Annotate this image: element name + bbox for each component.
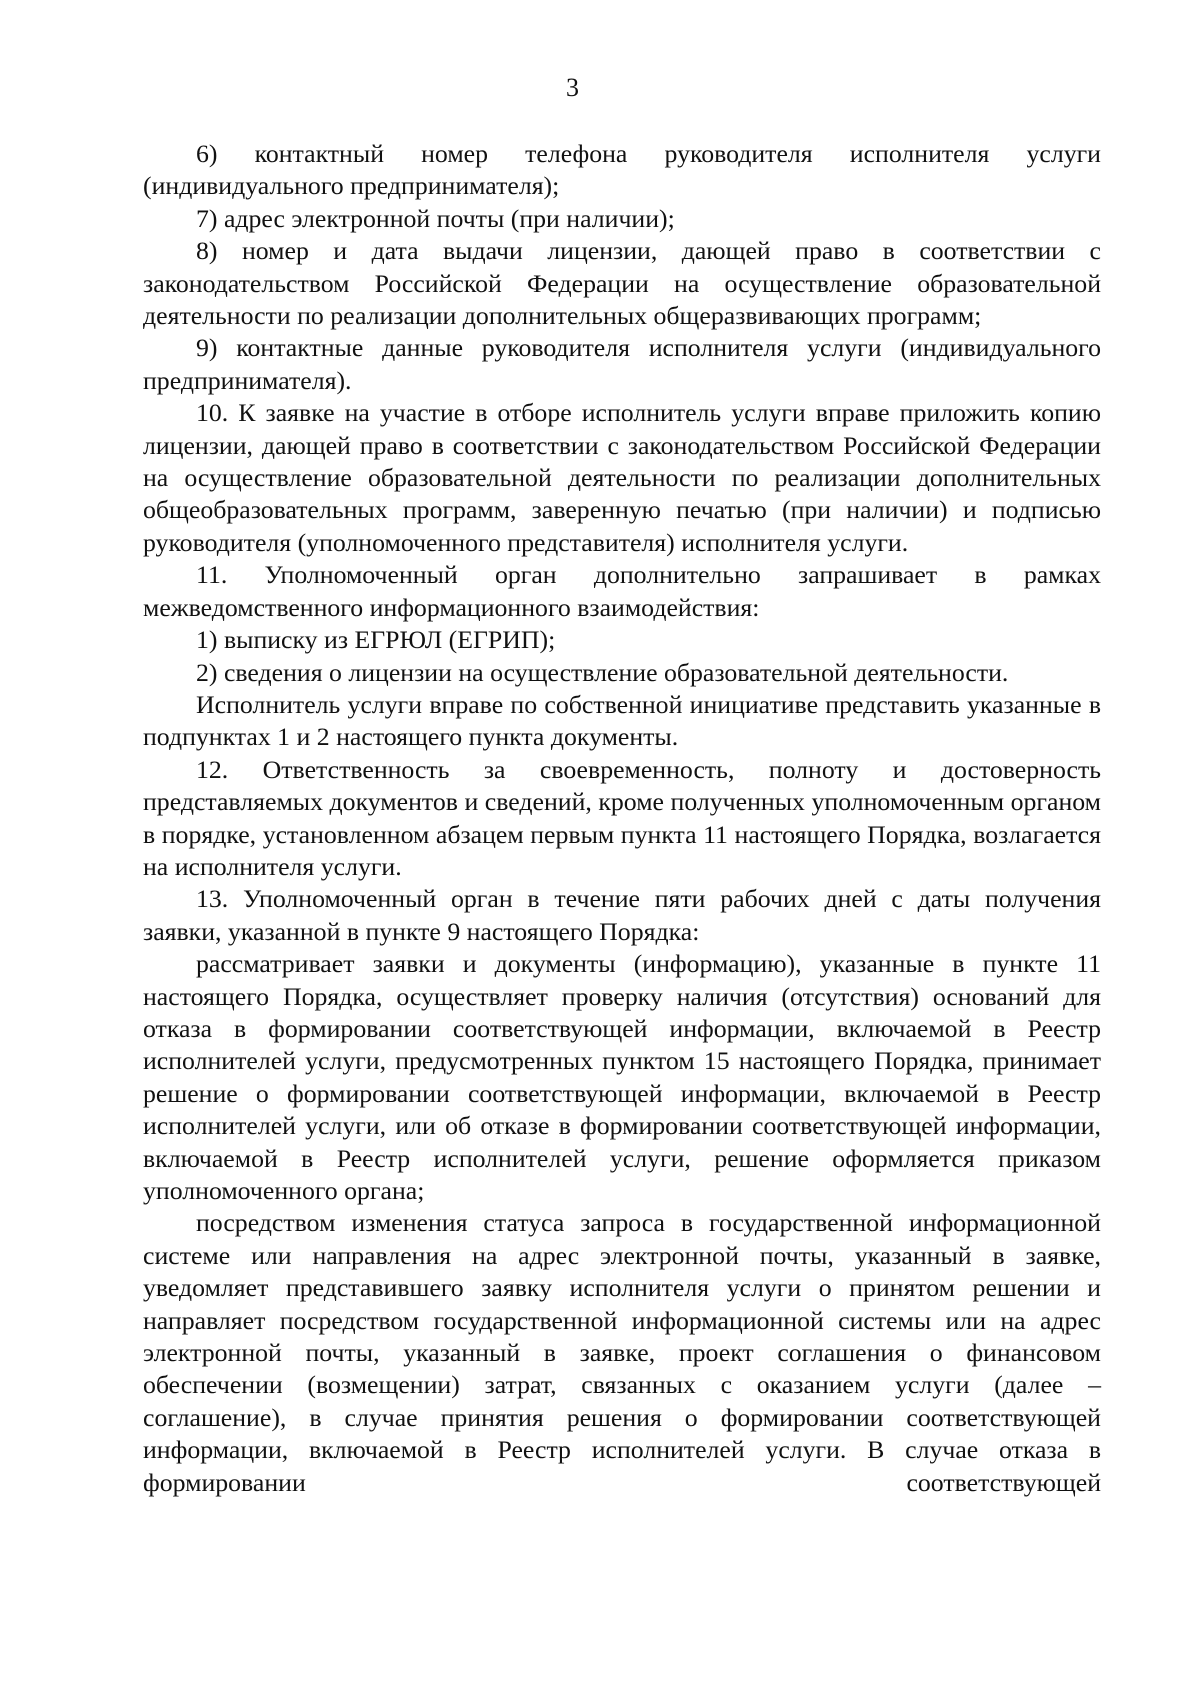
paragraph-item-9: 9) контактные данные руководителя исполнителя услуги (индивидуального предпринимателя). — [143, 333, 1101, 395]
paragraph-clause-13: 13. Уполномоченный орган в течение пяти рабочих дней с даты получения заявки, указанной в пункте 9 настоящего Порядка: — [143, 884, 1101, 946]
paragraph-item-6: 6) контактный номер телефона руководителя исполнителя услуги (индивидуального предпринимателя); — [143, 139, 1101, 201]
page-number: 3 — [566, 73, 579, 102]
paragraph-subitem-2: 2) сведения о лицензии на осуществление образовательной деятельности. — [196, 657, 1009, 687]
paragraph-subitem-1: 1) выписку из ЕГРЮЛ (ЕГРИП); — [196, 625, 556, 655]
document-body — [143, 138, 1101, 1499]
paragraph-item-7: 7) адрес электронной почты (при наличии); — [196, 203, 675, 233]
paragraph-applicant-right: Исполнитель услуги вправе по собственной инициативе представить указанные в подпунктах 1 и 2 настоящего пункта документы. — [143, 689, 1101, 752]
paragraph-notification: посредством изменения статуса запроса в государственной информационной системе или направления на адрес электронной почты, указанный в заявке, уведомляет представившего заявку исполнителя услуги о принятом решении и направляет посредством государственной информационной системы или на адрес электронной почты, указанный в заявке, проект соглашения о финансовом обеспечении (возмещении) затрат, связанных с оказанием услуги (далее – соглашение), в случае принятия решения о формировании соответствующей информации, включаемой в Реестр исполнителей услуги. В случае отказа в формировании соответствующей — [143, 1208, 1101, 1497]
paragraph-clause-11: 11. Уполномоченный орган дополнительно запрашивает в рамках межведомственного информационного взаимодействия: — [143, 560, 1101, 622]
paragraph-item-8: 8) номер и дата выдачи лицензии, дающей право в соответствии с законодательством Российской Федерации на осуществление образовательной деятельности по реализации дополнительных общеразвивающих программ; — [143, 236, 1101, 331]
paragraph-clause-10: 10. К заявке на участие в отборе исполнитель услуги вправе приложить копию лицензии, дающей право в соответствии с законодательством Российской Федерации на осуществление образовательной деятельности по реализации дополнительных общеобразовательных программ, заверенную печатью (при наличии) и подписью руководителя (уполномоченного представителя) исполнителя услуги. — [143, 398, 1101, 557]
paragraph-clause-12: 12. Ответственность за своевременность, полноту и достоверность представляемых документов и сведений, кроме полученных уполномоченным органом в порядке, установленном абзацем первым пункта 11 настоящего Порядка, возлагается на исполнителя услуги. — [143, 754, 1101, 881]
paragraph-review-applications: рассматривает заявки и документы (информацию), указанные в пункте 11 настоящего Порядка, осуществляет проверку наличия (отсутствия) оснований для отказа в формировании соответствующей информации, включаемой в Реестр исполнителей услуги, предусмотренных пунктом 15 настоящего Порядка, принимает решение о формировании соответствующей информации, включаемой в Реестр исполнителей услуги, или об отказе в формировании соответствующей информации, включаемой в Реестр исполнителей услуги, решение оформляется приказом уполномоченного органа; — [143, 949, 1101, 1205]
